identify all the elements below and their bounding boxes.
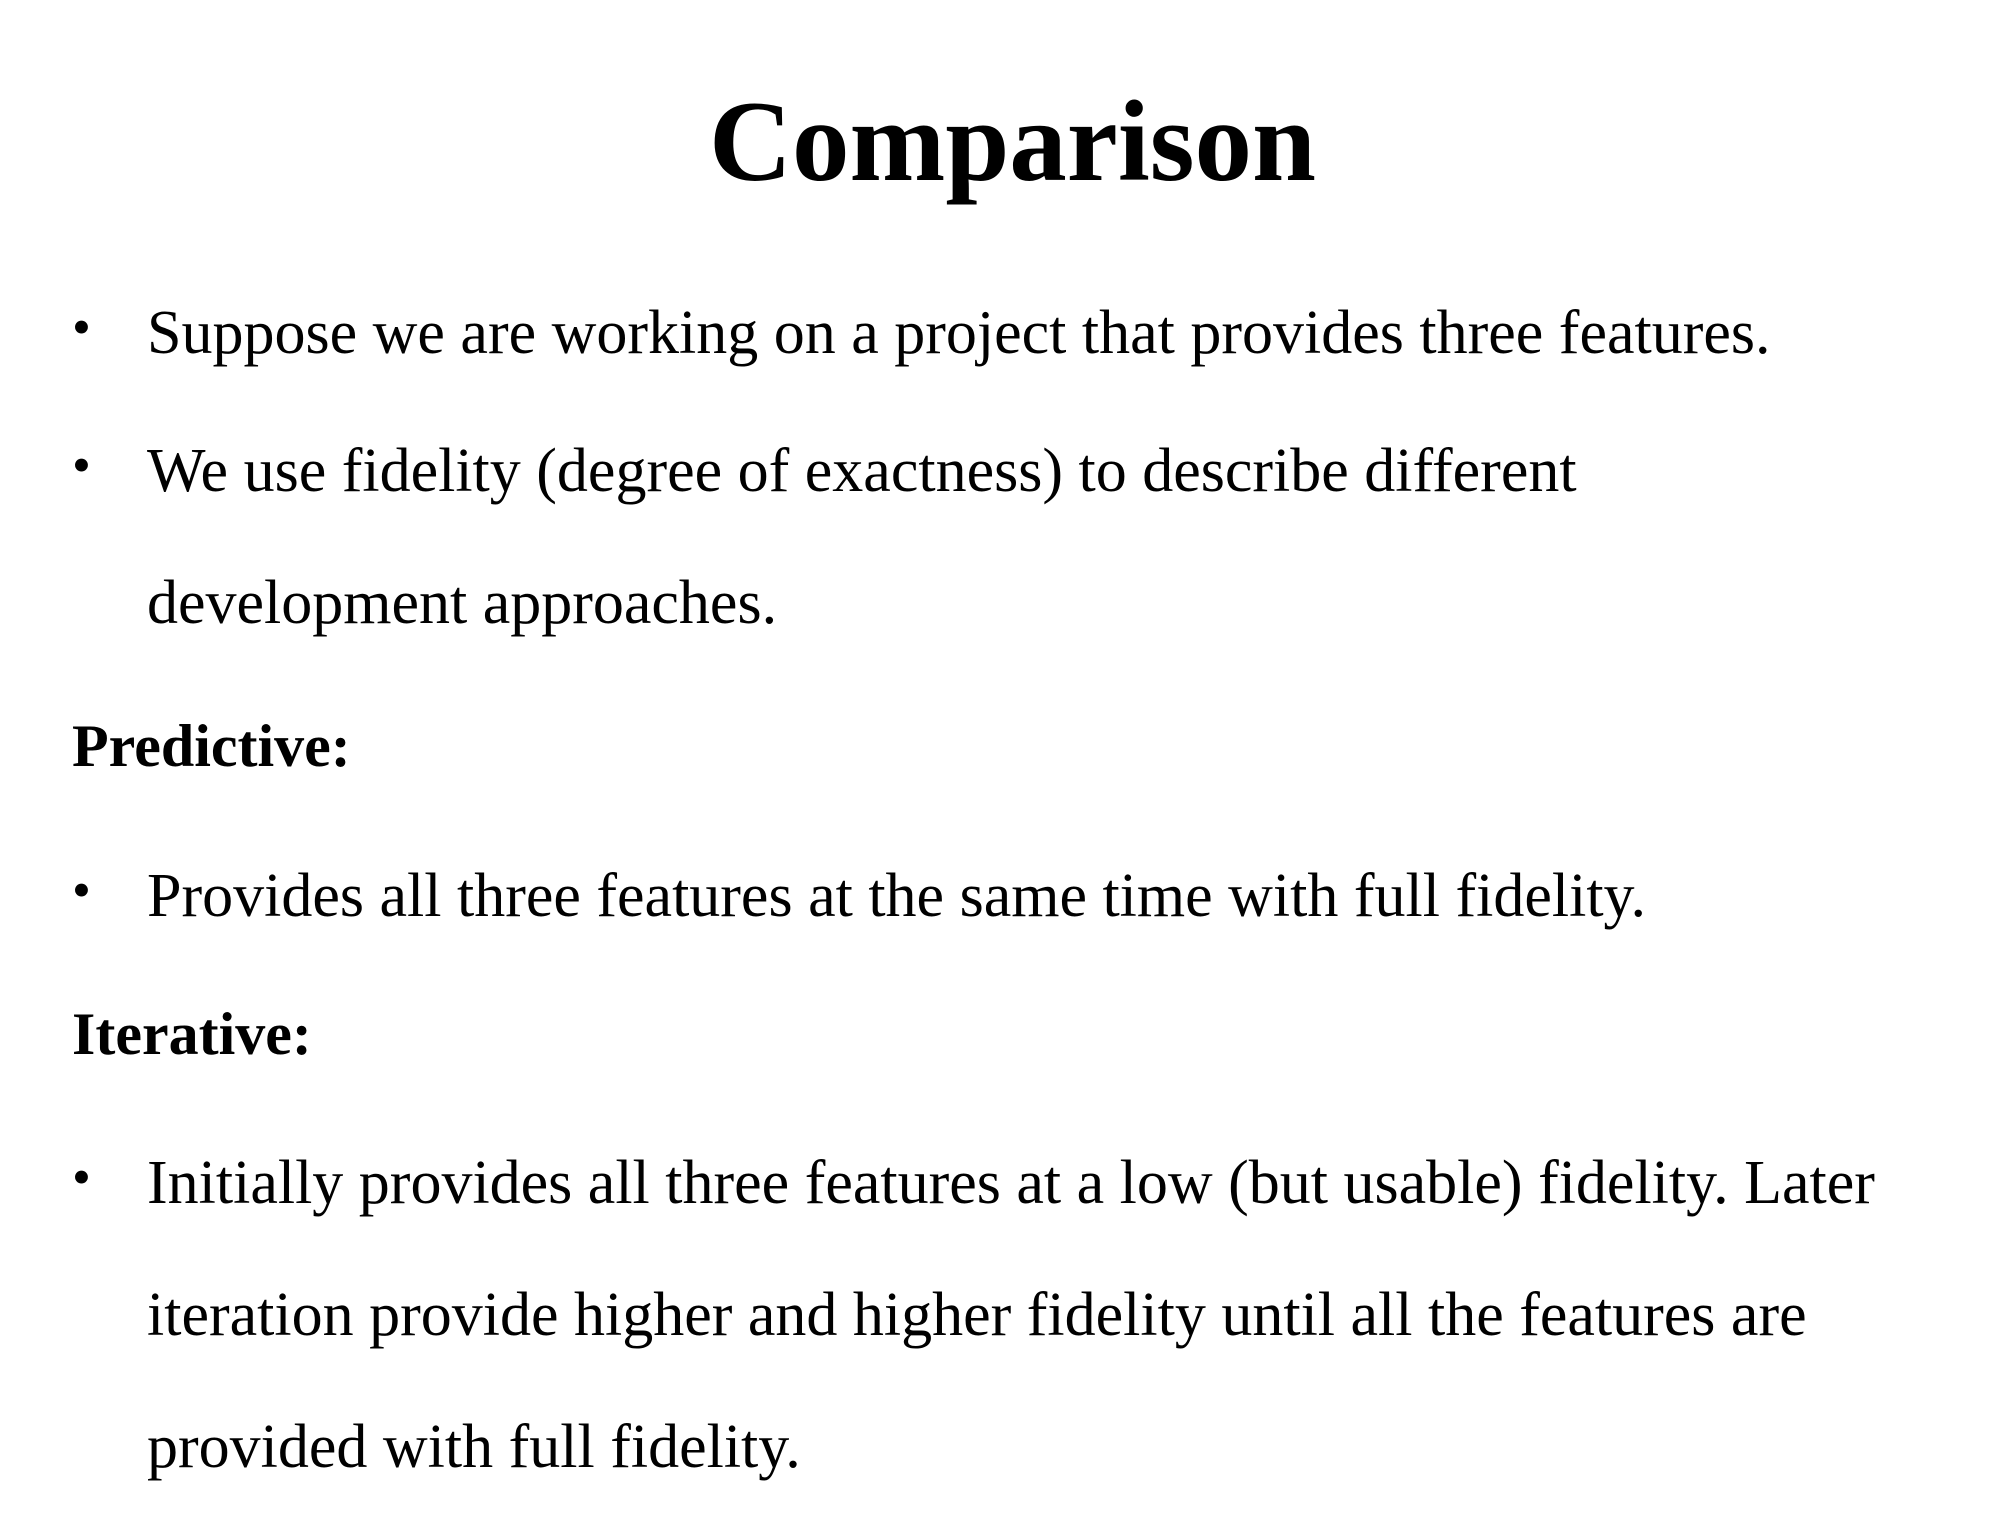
slide-title: Comparison xyxy=(708,78,1316,205)
bullet-text: We use fidelity (degree of exactness) to describe different development approaches. xyxy=(147,437,1577,637)
section-heading-predictive: Predictive: xyxy=(72,713,351,779)
bullet-icon: • xyxy=(72,1147,91,1207)
bullet-text: Suppose we are working on a project that provides three features. xyxy=(147,299,1771,367)
bullet-icon: • xyxy=(72,860,91,920)
bullet-text: Initially provides all three features at a low (but usable) fidelity. Later iteration provide higher and higher fidelity until all the features are provided with full fidelity. xyxy=(147,1149,1875,1481)
bullet-icon: • xyxy=(72,297,91,357)
section-heading-iterative: Iterative: xyxy=(72,1001,312,1067)
bullet-icon: • xyxy=(72,435,91,495)
bullet-text: Provides all three features at the same time with full fidelity. xyxy=(147,862,1647,930)
